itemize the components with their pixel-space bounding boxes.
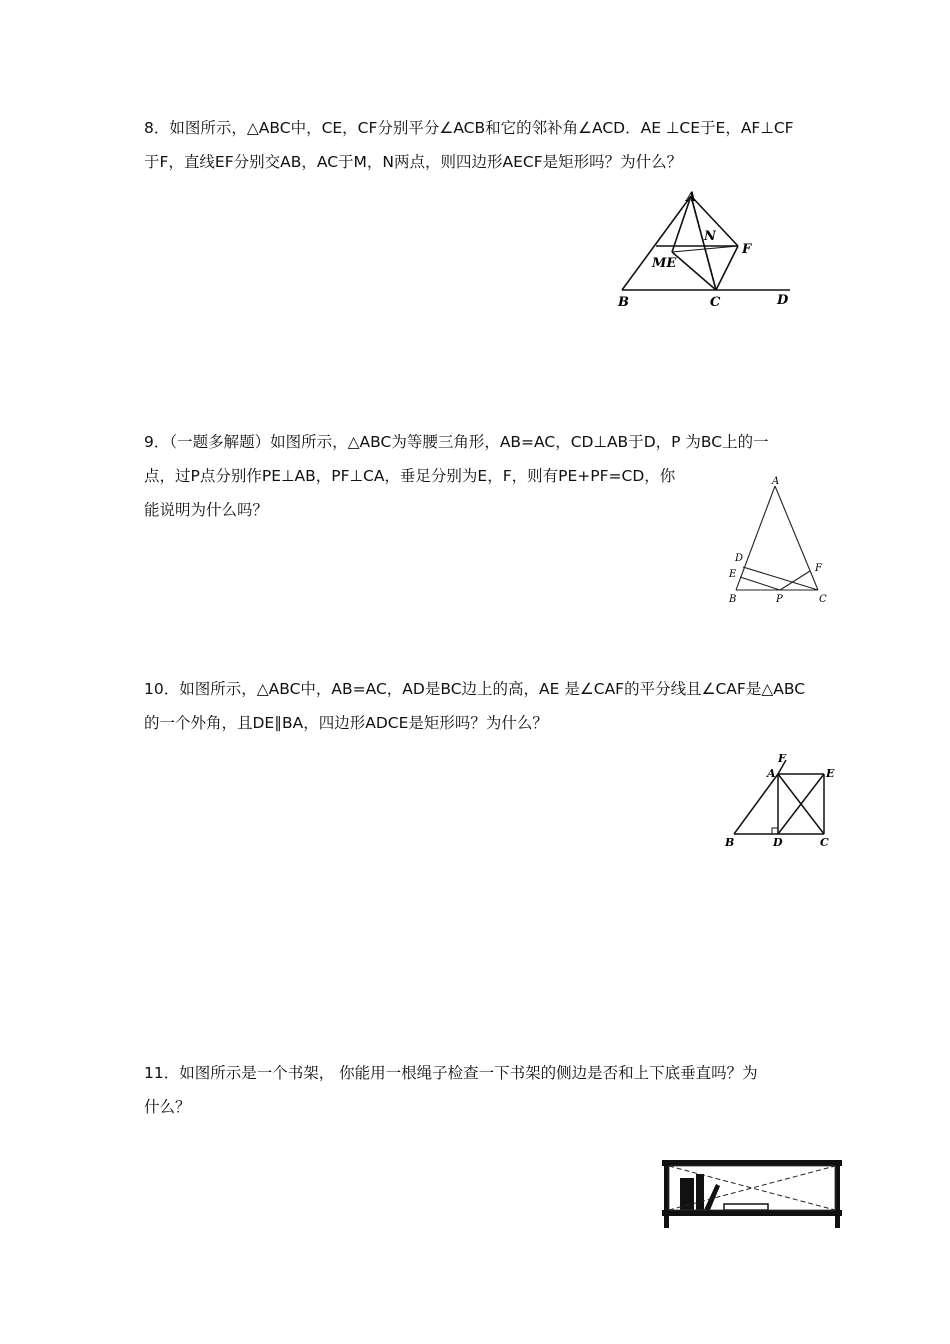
fig8-label-A: A bbox=[686, 190, 697, 205]
problem-9-line-3: 能说明为什么吗？ bbox=[144, 501, 269, 519]
problem-11-line-2: 什么？ bbox=[144, 1098, 191, 1116]
fig8-label-F: F bbox=[742, 242, 752, 257]
fig10-label-C: C bbox=[820, 836, 829, 849]
figure-10 bbox=[720, 748, 842, 850]
fig8-label-B: B bbox=[618, 295, 629, 310]
fig10-label-A: A bbox=[767, 767, 776, 780]
problem-8-line-1: 8．如图所示，△ABC中，CE，CF分别平分∠ACB和它的邻补角∠ACD．AE ⊥CE于E，AF⊥CF bbox=[144, 119, 794, 137]
fig8-label-N: N bbox=[704, 229, 716, 244]
fig9-label-E: E bbox=[729, 569, 737, 580]
fig10-label-B: B bbox=[725, 836, 735, 849]
figure-9 bbox=[724, 474, 834, 610]
fig9-label-C: C bbox=[819, 594, 827, 605]
fig8-label-D: D bbox=[777, 293, 789, 308]
book-icon bbox=[724, 1204, 768, 1210]
problem-11-line-1: 11．如图所示是一个书架， 你能用一根绳子检查一下书架的侧边是否和上下底垂直吗？为 bbox=[144, 1064, 758, 1082]
fig10-label-F: F bbox=[778, 752, 786, 765]
fig9-label-A: A bbox=[772, 476, 780, 487]
problem-10-line-1: 10．如图所示，△ABC中，AB=AC，AD是BC边上的高，AE 是∠CAF的平分线且∠CAF是△ABC bbox=[144, 680, 806, 698]
book-icon bbox=[696, 1174, 704, 1210]
fig9-label-P: P bbox=[776, 594, 783, 605]
fig9-label-B: B bbox=[729, 594, 737, 605]
problem-8 bbox=[144, 111, 814, 179]
problem-9-line-1: 9．（一题多解题）如图所示，△ABC为等腰三角形，AB=AC，CD⊥AB于D，P 为BC上的一 bbox=[144, 433, 769, 451]
problem-9 bbox=[144, 425, 814, 527]
fig10-label-E: E bbox=[826, 767, 835, 780]
figure-8 bbox=[612, 186, 802, 312]
problem-10-line-2: 的一个外角，且DE∥BA，四边形ADCE是矩形吗？为什么？ bbox=[144, 714, 548, 732]
fig9-label-D: D bbox=[735, 553, 744, 564]
problem-8-line-2: 于F，直线EF分别交AB，AC于M，N两点，则四边形AECF是矩形吗？为什么？ bbox=[144, 153, 683, 171]
figure-11-bookshelf bbox=[660, 1158, 846, 1230]
fig10-label-D: D bbox=[773, 836, 783, 849]
problem-11 bbox=[144, 1056, 814, 1124]
fig9-label-F: F bbox=[815, 563, 822, 574]
fig8-label-C: C bbox=[710, 295, 721, 310]
fig8-label-ME: ME bbox=[652, 256, 677, 271]
problem-10 bbox=[144, 672, 814, 740]
problem-9-line-2: 点，过P点分别作PE⊥AB，PF⊥CA，垂足分别为E，F，则有PE+PF=CD，你 bbox=[144, 467, 676, 485]
